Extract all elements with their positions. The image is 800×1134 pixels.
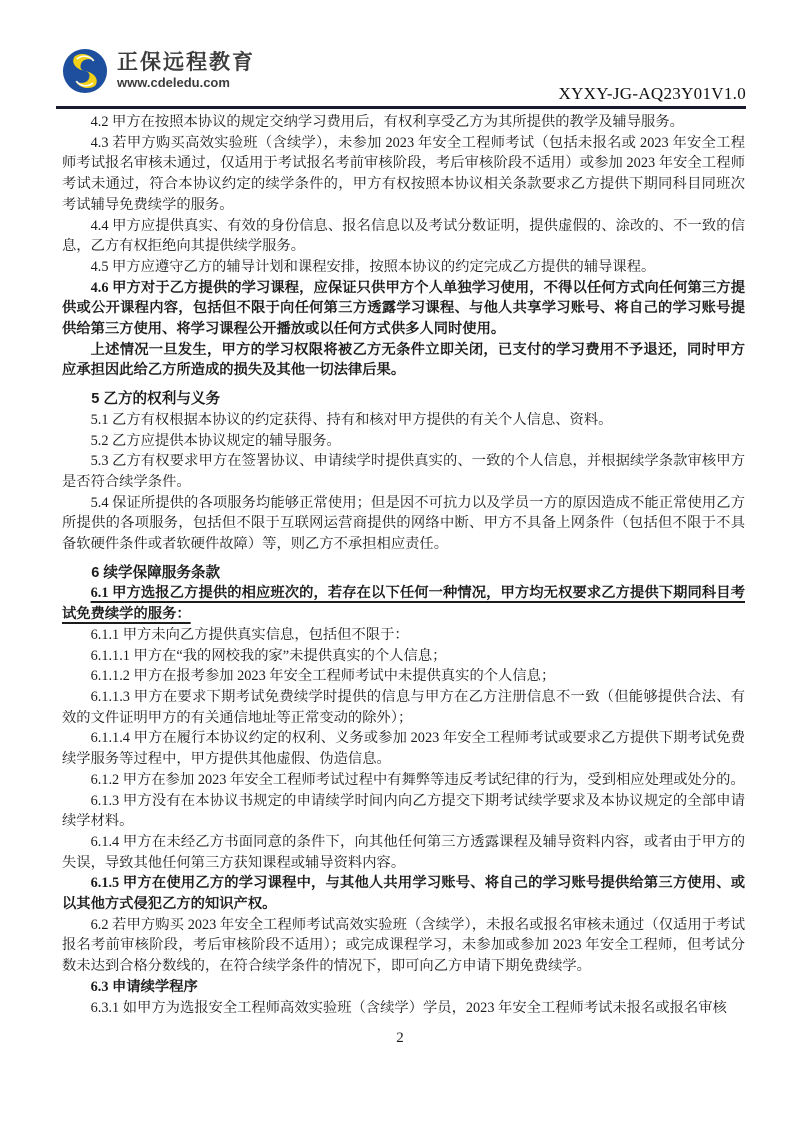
clause-4-2: 4.2 甲方在按照本协议的规定交纳学习费用后，有权利享受乙方为其所提供的教学及辅导服务。	[90, 114, 684, 130]
clause-6-1-1: 6.1.1 甲方未向乙方提供真实信息，包括但不限于：	[90, 626, 409, 643]
brand-name: 正保远程教育	[117, 51, 255, 74]
clause-6-3-1: 6.3.1 如甲方为选报安全工程师高效实验班（含续学）学员，2023 年安全工程师考试未报名或报名审核	[90, 999, 727, 1016]
clause-6-1-3: 6.1.3 甲方没有在本协议书规定的申请续学时间内向乙方提交下期考试续学要求及本协议规定的全部申请续学材料。	[62, 792, 745, 830]
clause-4-4: 4.4 甲方应提供真实、有效的身份信息、报名信息以及考试分数证明，提供虚假的、涂改的、不一致的信息，乙方有权拒绝向其提供续学服务。	[62, 217, 745, 255]
clause-4-3: 4.3 若甲方购买高效实验班（含续学），未参加 2023 年安全工程师考试（包括未报名或 2023 年安全工程师考试报名审核未通过，仅适用于考试报名考前审核阶段，考后审核阶段不适用）或参加 2023 年安全工程师考试未通过，符合本协议约定的续学条件的，甲方有权按照本协议相关条款要求乙方提供下期同科目同班次考试辅导免费续学的服务。	[62, 134, 745, 213]
brand-text	[117, 51, 255, 91]
clause-6-1-4: 6.1.4 甲方在未经乙方书面同意的条件下，向其他任何第三方透露课程及辅导资料内容，或者由于甲方的失误，导致其他任何第三方获知课程或辅导资料内容。	[62, 833, 745, 871]
section-heading-6-3: 6.3 申请续学程序	[90, 978, 198, 995]
page-header	[56, 0, 746, 109]
clause-6-1-1-4: 6.1.1.4 甲方在履行本协议约定的权利、义务或参加 2023 年安全工程师考试或要求乙方提供下期考试免费续学服务等过程中，甲方提供其他虚假、伪造信息。	[62, 730, 745, 768]
clause-6-2: 6.2 若甲方购买 2023 年安全工程师考试高效实验班（含续学），未报名或报名审核未通过（仅适用于考试报名考前审核阶段，考后审核阶段不适用）；或完成课程学习，未参加或参加 2023 年安全工程师，但考试分数未达到合格分数线的，在符合续学条件的情况下，即可向乙方申请下期免费续学。	[62, 916, 745, 975]
section-heading-5: 5 乙方的权利与义务	[91, 391, 221, 408]
section-heading-6: 6 续学保障服务条款	[91, 564, 221, 581]
brand-logo-icon	[62, 48, 108, 94]
clause-6-1-1-3: 6.1.1.3 甲方在要求下期考试免费续学时提供的信息与甲方在乙方注册信息不一致（但能够提供合法、有效的文件证明甲方的有关通信地址等正常变动的除外）；	[62, 688, 745, 726]
clause-4-6-note: 上述情况一旦发生，甲方的学习权限将被乙方无条件立即关闭，已支付的学习费用不予退还，同时甲方应承担因此给乙方所造成的损失及其他一切法律后果。	[62, 341, 745, 379]
document-body	[62, 112, 745, 1018]
clause-6-1: 6.1 甲方选报乙方提供的相应班次的，若存在以下任何一种情况，甲方均无权要求乙方提供下期同科目考试免费续学的服务：	[62, 585, 745, 623]
clause-5-2: 5.2 乙方应提供本协议规定的辅导服务。	[90, 432, 341, 449]
clause-6-1-1-1: 6.1.1.1 甲方在“我的网校我的家”未提供真实的个人信息；	[90, 647, 447, 664]
clause-6-1-5: 6.1.5 甲方在使用乙方的学习课程中，与其他人共用学习账号、将自己的学习账号提供给第三方使用、或以其他方式侵犯乙方的知识产权。	[62, 875, 745, 913]
brand-url: www.cdeledu.com	[117, 75, 230, 90]
clause-6-1-2: 6.1.2 甲方在参加 2023 年安全工程师考试过程中有舞弊等违反考试纪律的行为，受到相应处理或处分的。	[90, 771, 745, 788]
page-footer	[0, 1030, 800, 1047]
clause-5-3: 5.3 乙方有权要求甲方在签署协议、申请续学时提供真实的、一致的个人信息，并根据续学条款审核甲方是否符合续学条件。	[62, 453, 745, 490]
clause-6-1-1-2: 6.1.1.2 甲方在报考参加 2023 年安全工程师考试中未提供真实的个人信息；	[90, 668, 556, 685]
clause-4-6: 4.6 甲方对于乙方提供的学习课程，应保证只供甲方个人单独学习使用，不得以任何方式向任何第三方提供或公开课程内容，包括但不限于向任何第三方透露学习课程、与他人共享学习账号、将自己的学习账号提供给第三方使用、将学习课程公开播放或以任何方式供多人同时使用。	[62, 279, 745, 338]
doc-code: XYXY-JG-AQ23Y01V1.0	[558, 84, 746, 103]
clause-5-4: 5.4 保证所提供的各项服务均能够正常使用；但是因不可抗力以及学员一方的原因造成不能正常使用乙方所提供的各项服务，包括但不限于互联网运营商提供的网络中断、甲方不具备上网条件（包括但不限于不具备软硬件条件或者软硬件故障）等，则乙方不承担相应责任。	[62, 494, 745, 553]
page-number: 2	[396, 1030, 404, 1046]
brand-block	[62, 48, 255, 94]
clause-4-5: 4.5 甲方应遵守乙方的辅导计划和课程安排，按照本协议的约定完成乙方提供的辅导课程。	[90, 258, 656, 275]
clause-5-1: 5.1 乙方有权根据本协议的约定获得、持有和核对甲方提供的有关个人信息、资料。	[90, 411, 613, 428]
